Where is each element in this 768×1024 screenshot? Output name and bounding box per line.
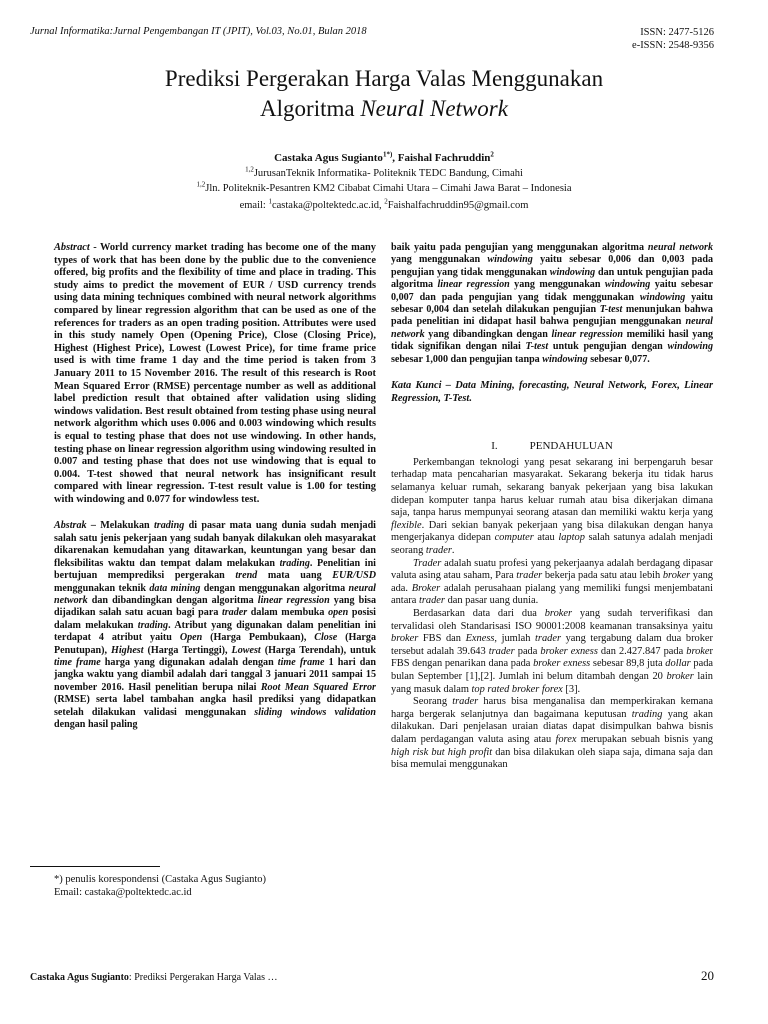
abstrak-segment: (RMSE) serta label tambahan angka hasil prediksi yang didapatkan setelah dilakukan validasi menggunakan xyxy=(54,694,376,718)
abstrak-segment: untuk pengujian dengan xyxy=(548,341,668,353)
paragraph-segment: trader xyxy=(418,595,445,607)
abstrak-segment: windowing xyxy=(549,266,596,278)
left-column xyxy=(54,242,376,731)
abstrak-segment: yaitu sebesar 0,006 dan 0,003 pada pengujian yang tidak menggunakan xyxy=(391,254,713,278)
abstract-label: Abstract xyxy=(54,242,90,253)
paragraph-segment: broker xyxy=(544,607,573,619)
abstrak-segment: (Harga Penutupan), xyxy=(54,632,376,656)
paragraph-segment: yang ada. xyxy=(391,570,713,594)
paragraph-segment: . xyxy=(451,545,455,556)
affiliation-2-sup: 1,2 xyxy=(196,180,206,189)
paragraph xyxy=(391,558,713,608)
abstrak-segment: T-test xyxy=(599,304,623,316)
email-prefix: email: xyxy=(239,200,269,211)
abstrak-segment: sliding windows validation xyxy=(254,706,377,718)
paragraph-segment: flexible xyxy=(391,519,422,531)
abstrak-segment: Highest xyxy=(111,644,144,656)
abstrak-segment: EUR/USD xyxy=(332,570,376,582)
paragraph-segment: [3]. xyxy=(562,683,581,695)
abstrak-segment: 1 hari dan jangka waktu yang diambil adalah dari tanggal 3 januari 2011 sampai 15 november 2016. Hasil penelitian berupa nilai xyxy=(54,656,377,693)
title-line-1: Prediksi Pergerakan Harga Valas Menggunakan xyxy=(164,66,604,91)
affiliation-2 xyxy=(0,180,768,194)
author-1-sup: 1*) xyxy=(382,150,393,159)
title-line-2-plain: Algoritma xyxy=(260,96,361,121)
issn-block xyxy=(632,26,714,52)
paragraph-segment: yang akan dilakukan. Dari penjelasan uraian diatas dapat disimpulkan bahwa bisnis dalam perdagangan valuta asing atau xyxy=(391,708,713,745)
paragraph-segment: FBS dan xyxy=(418,633,466,645)
title-line-2-italic: Neural Network xyxy=(360,96,508,121)
abstrak-segment: dalam membuka xyxy=(247,607,329,619)
paragraph-segment: , jumlah xyxy=(494,633,536,645)
paragraph xyxy=(391,457,713,558)
email-2[interactable]: Faishalfachruddin95@gmail.com xyxy=(387,200,529,211)
abstrak-segment: trader xyxy=(221,607,248,619)
abstrak-segment: yang menggunakan xyxy=(509,279,605,291)
abstrak-segment: dan dibandingkan dengan algoritma xyxy=(87,594,258,606)
abstrak-segment: dan untuk pengujian pada algoritma xyxy=(391,266,713,291)
paragraph-segment: atau xyxy=(533,532,559,544)
paragraph-segment: harus bisa menganalisa dan memperkirakan kemana harga bergerak selanjutnya dan bagaimana keputusan xyxy=(391,696,713,720)
paragraph-segment: dollar xyxy=(665,658,691,670)
email-1-sup: 1 xyxy=(268,197,272,206)
paragraph-segment: r FBS dengan penarikan dana pada xyxy=(391,645,713,670)
paragraph-segment: broker xyxy=(391,633,419,645)
abstrak-segment: di pasar mata uang dunia sudah menjadi salah satu jenis pekerjaan yang sudah banyak dilakukan oleh masyarakat dikarenakan kemudahan yang ditawarkan, keuntungan yang besar dan fleksibilitas waktu dan tempat dalam melakukan xyxy=(54,520,376,569)
paragraph-segment: adalah suatu profesi yang pekerjaanya adalah berdagang dipasar valuta asing atau saham, Para xyxy=(391,557,713,582)
abstrak-segment: dengan menggunakan algoritma xyxy=(200,582,349,594)
abstrak-segment: yaitu sebesar 0,004 dan setelah dilakukan pengujian xyxy=(391,291,713,316)
paragraph xyxy=(391,696,713,772)
author-separator: , xyxy=(392,152,398,164)
paragraph-segment: Exness xyxy=(465,633,495,645)
abstrak-segment: Root Mean Squared Error xyxy=(260,681,376,693)
abstrak-segment: linear regression xyxy=(437,279,510,291)
abstrak-segment: linear regression xyxy=(257,594,330,606)
abstrak-continued xyxy=(391,242,713,366)
abstrak-segment: windowing xyxy=(639,291,686,303)
paragraph-segment: Seorang xyxy=(413,696,453,708)
abstrak-segment: trading xyxy=(153,520,185,532)
abstrak-segment: data mining xyxy=(149,582,201,594)
section-title: PENDAHULUAN xyxy=(529,440,613,453)
affiliation-1-text: JurusanTeknik Informatika- Politeknik TEDC Bandung, Cimahi xyxy=(253,168,523,179)
paragraph-segment: sebesar 89,8 juta xyxy=(590,658,666,670)
abstrak-segment: – Melakukan xyxy=(86,520,154,532)
abstrak-segment: trend xyxy=(235,570,258,582)
right-column xyxy=(391,242,713,772)
section-number: I. xyxy=(491,440,498,453)
paragraph-segment: trader xyxy=(452,696,479,708)
paragraph-segment: broker exness xyxy=(533,658,591,670)
abstrak-segment: windowing xyxy=(542,353,588,365)
footnote-rule xyxy=(30,866,160,867)
paragraph-segment: Broker xyxy=(411,582,441,594)
paragraph-segment: broker exness xyxy=(540,645,598,657)
paragraph-segment: merupakan sebuah bisnis yang xyxy=(576,733,713,745)
abstrak-segment: . Penelitian ini bertujuan memprediksi pergerakan xyxy=(54,557,376,582)
abstrak-segment: trading xyxy=(137,619,169,631)
paragraph-segment: computer xyxy=(494,532,534,544)
paragraph-segment: adalah perusahaan pialang yang memiliki fungsi menjembatani antara xyxy=(391,582,713,607)
paragraph-segment: trader xyxy=(488,645,515,657)
abstrak-segment: sebesar 0,077. xyxy=(587,353,650,365)
abstract-english xyxy=(54,242,376,506)
abstrak-body xyxy=(54,520,376,730)
body-paragraphs xyxy=(391,457,713,772)
paragraph-segment: pada xyxy=(514,645,541,657)
abstrak-segment: open xyxy=(328,607,349,619)
abstrak-segment: harga yang digunakan adalah dengan xyxy=(100,656,278,668)
abstrak-continued-body xyxy=(391,242,713,365)
paragraph-segment: high risk but high profit xyxy=(391,746,493,758)
abstrak-segment: Open xyxy=(179,632,203,644)
abstrak-segment: baik yaitu pada pengujian yang menggunakan algoritma xyxy=(391,242,648,253)
abstrak-segment: windowing xyxy=(604,279,651,291)
abstrak-segment: (Harga Terendah), untuk xyxy=(260,644,377,656)
abstrak-segment: menggunakan teknik xyxy=(54,582,150,594)
paragraph-segment: trader xyxy=(535,633,562,645)
paragraph-segment: . Dari sekian banyak pekerjaan yang bisa dilakukan dengan hanya mengerjakanya didepan xyxy=(391,519,713,544)
paragraph-segment: trader xyxy=(516,570,543,582)
author-2: Faishal Fachruddin xyxy=(397,152,491,164)
paragraph-segment: lain yang masuk dalam xyxy=(391,670,713,695)
abstrak-segment: (Harga Pembukaan), xyxy=(202,632,315,644)
abstract-text: - World currency market trading has become one of the many types of work that has been done by the public due to the convenience offered, big profits and the flexibility of time and place in trading. This study aims to predict the movement of EUR / USD currency trends using data mining techniques combined with neural network algorithms compared by linear regression algorithm that can be used as one of the references for traders as an open trading position. Attributes were used in this study namely Open (Opening Price), Close (Closing Price), Highest (Highest Price), Lowest (Lowest Price), for time frame price used is with time frame 1 day and the time period is taken from 3 January 2011 to 15 November 2016. The result of this research is Root Mean Squared Error (RMSE) percentage number as well as additional label prediction result that obtained after validation using sliding windows validation. Best result obtained from testing phase using neural network algorithm which uses 0.006 and 0.003 windowing which results is equal to testing phase that does not use windowing. In other hands, testing phase on linear regression algorithm using windowing resulted in 0.007 and testing phase that does not use windowing that is equal to 0.004. T-test showed that neural network has insignificant result compared with linear regression. T-test result value is 1.00 for testing with windowing and 0.077 for windowless test. xyxy=(54,242,376,505)
paragraph-segment: pada bulan September [1],[2]. Jumlah ini belum ditambah dengan 20 xyxy=(391,658,713,682)
paragraph-segment: dan bisa dilakukan oleh siapa saja, dimana saja dan bisa memulai menggunakan xyxy=(391,746,713,771)
abstrak-label: Abstrak xyxy=(54,520,87,532)
paragraph-segment: yang sudah terverifikasi dan tervalidasi oleh Standarisasi ISO 90001:2008 keamanan transaksinya yaitu xyxy=(391,607,714,632)
abstrak-segment: yang dibandingkan dengan xyxy=(424,328,552,340)
paragraph-segment: forex xyxy=(555,733,577,745)
issn: ISSN: 2477-5126 xyxy=(640,27,714,38)
email-2-sup: 2 xyxy=(384,197,388,206)
keywords: Kata Kunci – Data Mining, forecasting, Neural Network, Forex, Linear Regression, T-Test. xyxy=(391,380,713,404)
paragraph-segment: Perkembangan teknologi yang pesat sekarang ini berpengaruh besar terhadap mata pencaharian masyarakat. Sekarang bekerja itu tidak harus selamanya keluar rumah, sekarang banyak pekerjaan yang bisa lakukan didepan komputer tanpa harus keluar rumah atau bisa dikerjakan dimana saja, tanpa harus mempunyai seorang atasan dan memiliki waktu kerja yang xyxy=(391,456,713,519)
abstrak-segment: time frame xyxy=(54,656,101,668)
abstrak-indonesian xyxy=(54,520,376,731)
e-issn: e-ISSN: 2548-9356 xyxy=(632,40,714,51)
paragraph-segment: dan pasar uang dunia. xyxy=(444,595,539,607)
footer-title: : Prediksi Pergerakan Harga Valas … xyxy=(128,972,278,983)
abstrak-segment: neural network xyxy=(391,316,713,340)
paragraph-segment: broker xyxy=(662,570,691,582)
paragraph-segment: laptop xyxy=(558,532,585,544)
section-heading xyxy=(391,440,713,453)
abstrak-segment: windowing xyxy=(667,341,713,353)
paragraph-segment: trading xyxy=(631,708,663,720)
footnote xyxy=(54,873,376,899)
abstrak-segment: dengan hasil paling xyxy=(54,718,138,730)
paragraph-segment: trader xyxy=(425,545,452,556)
author-list xyxy=(0,152,768,164)
abstrak-segment: posisi dalam melakukan xyxy=(54,607,376,631)
paragraph-segment: Trader xyxy=(413,557,442,569)
abstrak-segment: yang bisa dijadikan salah satu acuan bagi para xyxy=(54,594,376,619)
email-line xyxy=(0,197,768,211)
page-number: 20 xyxy=(701,968,714,983)
paragraph-segment: bekerja pada satu atau lebih xyxy=(542,570,663,582)
footer-author: Castaka Agus Sugianto xyxy=(30,972,129,983)
abstrak-segment: yang menggunakan xyxy=(391,254,488,266)
paragraph-segment: Berdasarkan data dari dua xyxy=(413,607,545,619)
affiliation-2-text: Jln. Politeknik-Pesantren KM2 Cibabat Cimahi Utara – Cimahi Jawa Barat – Indonesia xyxy=(205,183,572,194)
abstrak-segment: yaitu sebesar 0,007 dan pada pengujian yang tidak menggunakan xyxy=(391,279,713,303)
paragraph xyxy=(391,608,713,696)
journal-header: Jurnal Informatika:Jurnal Pengembangan IT (JPIT), Vol.03, No.01, Bulan 2018 xyxy=(30,26,367,37)
author-2-sup: 2 xyxy=(490,150,494,159)
paragraph-segment: broke xyxy=(686,645,710,657)
footnote-line-1: *) penulis korespondensi (Castaka Agus Sugianto) xyxy=(54,874,267,885)
abstrak-segment: trading xyxy=(279,557,310,569)
abstrak-segment: . Atribut yang digunakan dalam penelitian ini terdapat 4 atribut yaitu xyxy=(54,619,376,644)
paragraph-segment: dan 2.427.847 pada xyxy=(597,645,687,657)
paragraph-segment: top rated broker forex xyxy=(471,683,563,695)
footnote-line-2: Email: castaka@poltektedc.ac.id xyxy=(54,887,192,898)
affiliation-1 xyxy=(0,165,768,179)
affiliation-1-sup: 1,2 xyxy=(245,165,254,174)
abstrak-segment: neural network xyxy=(647,242,713,253)
email-1[interactable]: castaka@poltektedc.ac.id, xyxy=(271,200,385,211)
abstrak-segment: menunjukan bahwa pada penelitian ini didapat hasil bahwa pengujian menggunakan xyxy=(391,304,713,328)
paragraph-segment: broker xyxy=(666,670,694,682)
paragraph-segment: salah satunya adalah menjadi seorang xyxy=(391,532,713,556)
paragraph-segment: yang tergabung dalam dua broker tersebut adalah 39.643 xyxy=(391,633,713,657)
abstrak-segment: sebesar 1,000 dan pengujian tanpa xyxy=(391,353,543,365)
abstrak-segment: T-test xyxy=(525,341,549,353)
abstrak-segment: time frame xyxy=(277,656,325,668)
title-line-2 xyxy=(0,94,768,124)
abstrak-segment: neural network xyxy=(54,582,376,606)
paper-title xyxy=(0,64,768,124)
abstrak-segment: Close xyxy=(314,632,338,644)
abstrak-segment: memiliki hasil yang tidak signifikan dengan nilai xyxy=(391,328,714,353)
abstrak-segment: linear regression xyxy=(551,328,623,340)
abstrak-segment: Lowest xyxy=(231,644,261,656)
abstrak-segment: windowing xyxy=(487,254,533,266)
abstrak-segment: (Harga Tertinggi), xyxy=(143,644,232,656)
abstrak-segment: mata uang xyxy=(257,570,333,582)
page-footer xyxy=(30,972,278,983)
author-1: Castaka Agus Sugianto xyxy=(274,152,383,164)
